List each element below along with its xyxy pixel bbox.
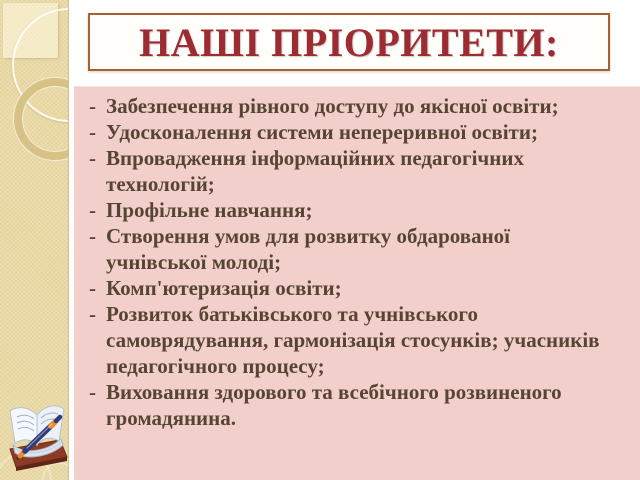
priority-item: - Комп'ютеризація освіти; (82, 275, 608, 301)
priority-item: - Створення умов для розвитку обдарованої учнівської молоді; (82, 223, 608, 275)
open-book-pen-icon (3, 395, 71, 471)
priority-item: - Розвиток батьківського та учнівського самоврядування, гармонізація стосунків; учасників педагогічного процесу; (82, 301, 608, 379)
priority-item: - Удосконалення системи непереривної освіти; (82, 119, 608, 145)
title-box (88, 13, 610, 71)
priority-item: - Профільне навчання; (82, 197, 608, 223)
priorities-panel (74, 86, 640, 480)
priority-item: - Забезпечення рівного доступу до якісної освіти; (82, 93, 608, 119)
priorities-list (74, 86, 640, 431)
priority-item: - Впровадження інформаційних педагогічних технологій; (82, 145, 608, 197)
priority-item: - Виховання здорового та всебічного розвиненого громадянина. (82, 379, 608, 431)
slide-title: НАШІ ПРІОРИТЕТИ: (139, 19, 559, 65)
